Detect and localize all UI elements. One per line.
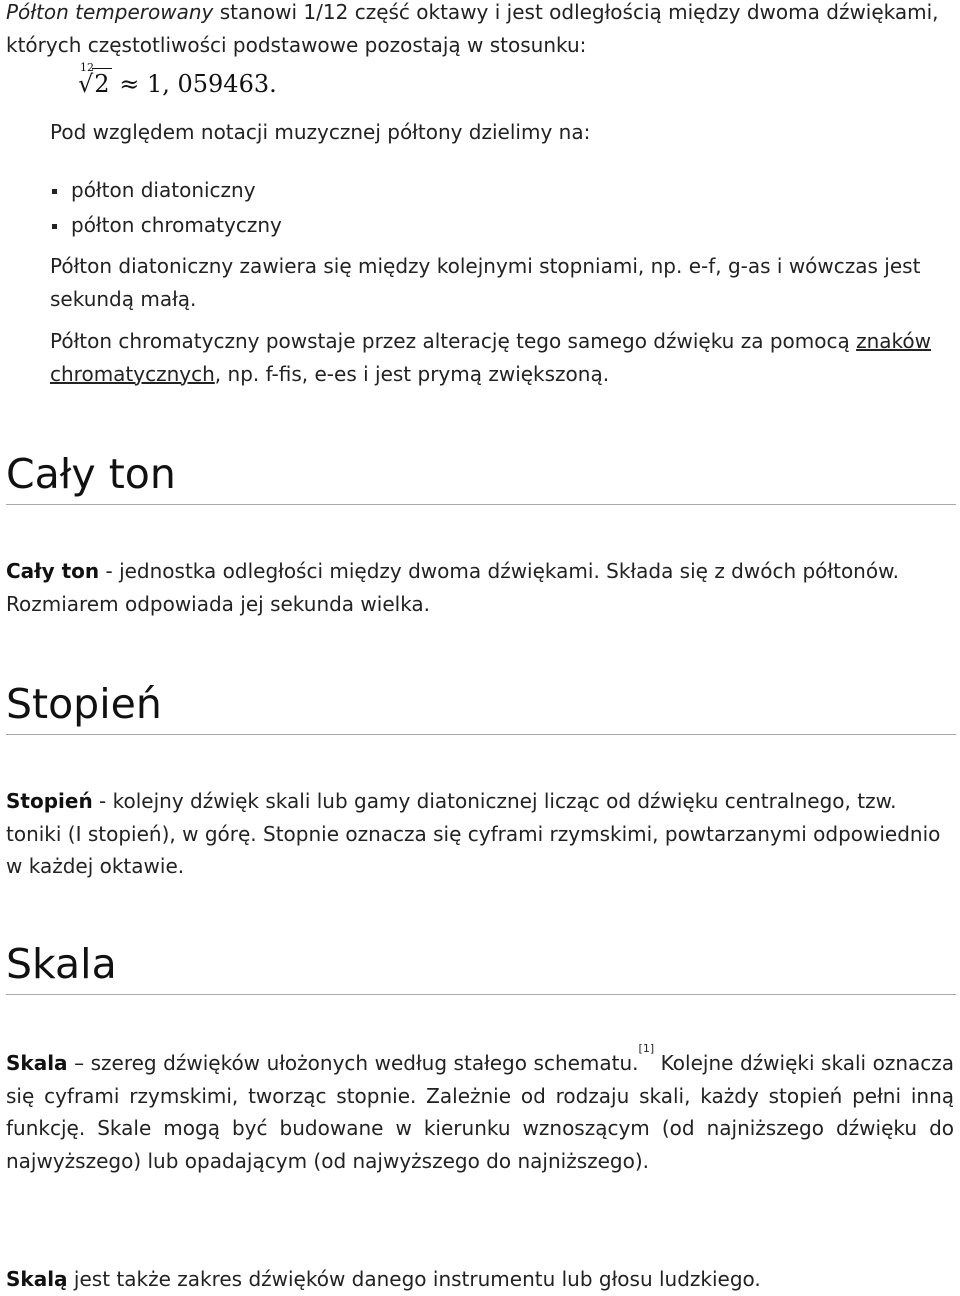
chromatic-semitone-text: [50, 325, 950, 390]
scale-definition: [6, 1042, 955, 1177]
radicand: 2: [94, 70, 110, 98]
chromatic-text-after: , np. f-fis, e-es i jest prymą zwiększoną.: [214, 361, 610, 386]
approx-sign: ≈: [119, 70, 140, 98]
semitone-definition: [6, 0, 956, 61]
radical-sign: √: [78, 70, 94, 98]
degree-text: - kolejny dźwięk skali lub gamy diatonicznej licząc od dźwięku centralnego, tzw. toniki (I stopień), w górę. Stopnie oznacza się cyframi rzymskimi, powtarzanymi odpowiednio w każdej oktawie.: [6, 789, 941, 878]
scale-text-before-ref: – szereg dźwięków ułożonych według stałego schematu.: [67, 1051, 639, 1075]
whole-tone-definition: [6, 555, 926, 620]
reference-link[interactable]: [1]: [638, 1042, 655, 1055]
diatonic-semitone-text: Półton diatoniczny zawiera się między kolejnymi stopniami, np. e-f, g-as i wówczas jest sekundą małą.: [50, 254, 921, 311]
scale-text-after-ref: Kolejne dźwięki skali oznacza się cyframi rzymskimi, tworząc stopnie. Zależnie od rodzaju skali, każdy stopień pełni inną funkcję. Skale mogą być budowane w kierunku wznoszącym (od najniższego dźwięku do najwyższego) lub opadającym (od najwyższego do najniższego).: [6, 1051, 955, 1173]
chromatic-signs-link[interactable]: znaków chromatycznych: [50, 329, 931, 386]
notation-intro: Pod względem notacji muzycznej półtony dzielimy na:: [50, 120, 591, 144]
ratio-value: 1, 059463.: [146, 70, 277, 98]
degree-definition: [6, 785, 946, 883]
list-item: półton diatoniczny: [50, 173, 282, 208]
scale-heading: Skala: [6, 940, 956, 995]
degree-term: Stopień: [6, 789, 93, 813]
whole-tone-heading: Cały ton: [6, 450, 956, 505]
scale-term: Skala: [6, 1051, 68, 1075]
scale-range-term: Skalą: [6, 1267, 68, 1291]
chromatic-text-before: Półton chromatyczny powstaje przez alterację tego samego dźwięku za pomocą: [50, 329, 857, 353]
semitone-definition-text: stanowi 1/12 część oktawy i jest odległością między dwoma dźwiękami, których częstotliwości podstawowe pozostają w stosunku:: [6, 0, 939, 57]
semitone-types-list: [50, 173, 282, 243]
whole-tone-text: - jednostka odległości między dwoma dźwiękami. Składa się z dwóch półtonów. Rozmiarem odpowiada jej sekunda wielka.: [6, 559, 899, 616]
scale-range-definition: [6, 1263, 956, 1296]
semitone-term: Półton temperowany: [6, 0, 214, 24]
degree-heading: Stopień: [6, 680, 956, 735]
list-item: półton chromatyczny: [50, 208, 282, 243]
scale-range-text: jest także zakres dźwięków danego instrumentu lub głosu ludzkiego.: [67, 1267, 761, 1291]
whole-tone-term: Cały ton: [6, 559, 100, 583]
ratio-formula: [78, 61, 277, 99]
root-index: 12: [80, 61, 94, 74]
